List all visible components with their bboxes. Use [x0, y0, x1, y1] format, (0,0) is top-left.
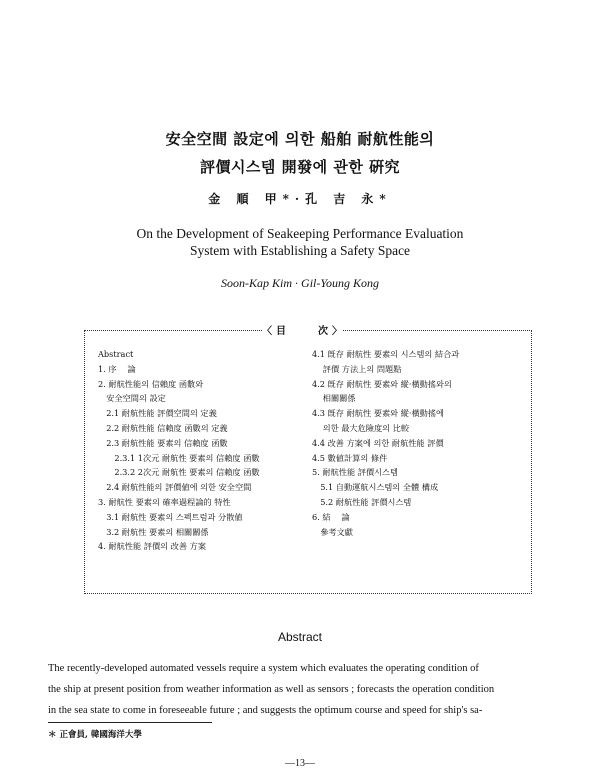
- toc-item: 4.5 數値計算의 條件: [312, 452, 388, 463]
- toc-item: 安全空間의 設定: [98, 393, 166, 404]
- abstract-body: [48, 658, 554, 721]
- toc-item: 3. 耐航性 要素의 確率過程論的 特性: [98, 496, 231, 507]
- toc-item: 1. 序 論: [98, 363, 136, 374]
- title-english-line-2: System with Establishing a Safety Space: [189, 243, 411, 258]
- toc-item: 5.2 耐航性能 評價시스템: [312, 496, 412, 507]
- toc-item: 4.2 旣存 耐航性 要素와 縱·橫動搖와의: [312, 378, 452, 389]
- toc-right-column: [312, 349, 459, 541]
- authors-english: Soon-Kap Kim · Gil-Young Kong: [221, 276, 379, 290]
- toc-item: 2.3 耐航性能 要素의 信賴度 函數: [98, 437, 228, 448]
- toc-item: 4.3 旣存 耐航性 要素와 縱·橫動搖에: [312, 408, 444, 419]
- toc-item: 評價 方法上의 問題點: [312, 363, 402, 374]
- toc-item: 相關關係: [312, 393, 356, 404]
- toc-item: 參考文獻: [312, 526, 353, 537]
- title-korean-line-2: 評價시스템 開發에 관한 硏究: [199, 158, 401, 176]
- toc-item: 2.4 耐航性能의 評價値에 의한 安全空間: [98, 482, 252, 493]
- abstract-heading: Abstract: [277, 630, 322, 644]
- toc-item: 5.1 自動運航시스템의 全體 構成: [312, 482, 439, 493]
- toc-heading: 〈目 次〉: [262, 322, 342, 337]
- page-number: —13—: [285, 758, 315, 769]
- title-korean-line-1: 安全空間 設定에 의한 船舶 耐航性能의: [165, 130, 435, 148]
- abstract-line: the ship at present position from weather information as well as sensors ; forecasts the operation condition: [48, 684, 495, 695]
- toc-item: 2. 耐航性能의 信賴度 函數와: [98, 378, 204, 389]
- toc-item: 6. 結 論: [312, 511, 350, 522]
- toc-item: 4.1 旣存 耐航性 要素의 시스템의 結合과: [312, 349, 460, 359]
- authors-korean: 金 順 甲*·孔 吉 永*: [208, 192, 392, 206]
- toc-item: 2.3.2 2次元 耐航性 要素의 信賴度 函數: [98, 467, 260, 478]
- title-english-line-1: On the Development of Seakeeping Performance Evaluation: [136, 226, 464, 241]
- toc-item: 의한 最大危險度의 比較: [312, 422, 410, 433]
- toc-item: 2.3.1 1次元 耐航性 要素의 信賴度 函數: [98, 452, 260, 463]
- footnote: ＊ 正會員, 韓國海洋大學: [48, 730, 142, 740]
- abstract-line: The recently-developed automated vessels require a system which evaluates the operating condition of: [48, 663, 479, 674]
- toc-item: 3.2 耐航性 要素의 相關關係: [98, 526, 209, 537]
- toc-item: 2.1 耐航性能 評價空間의 定義: [98, 408, 217, 419]
- abstract-line: in the sea state to come in foreseeable future ; and suggests the optimum course and speed for ship's sa-: [48, 705, 483, 716]
- toc-item: 4.4 改善 方案에 의한 耐航性能 評價: [312, 437, 444, 448]
- toc-item: 4. 耐航性能 評價의 改善 方案: [98, 541, 207, 552]
- toc-item: 3.1 耐航性 要素의 스펙트럼과 分散値: [98, 511, 243, 522]
- footnote-divider: [48, 722, 212, 723]
- toc-item: Abstract: [98, 349, 134, 359]
- toc-left-column: [98, 349, 260, 556]
- toc-item: 2.2 耐航性能 信賴度 函數의 定義: [98, 422, 228, 433]
- toc-item: 5. 耐航性能 評價시스템: [312, 467, 398, 478]
